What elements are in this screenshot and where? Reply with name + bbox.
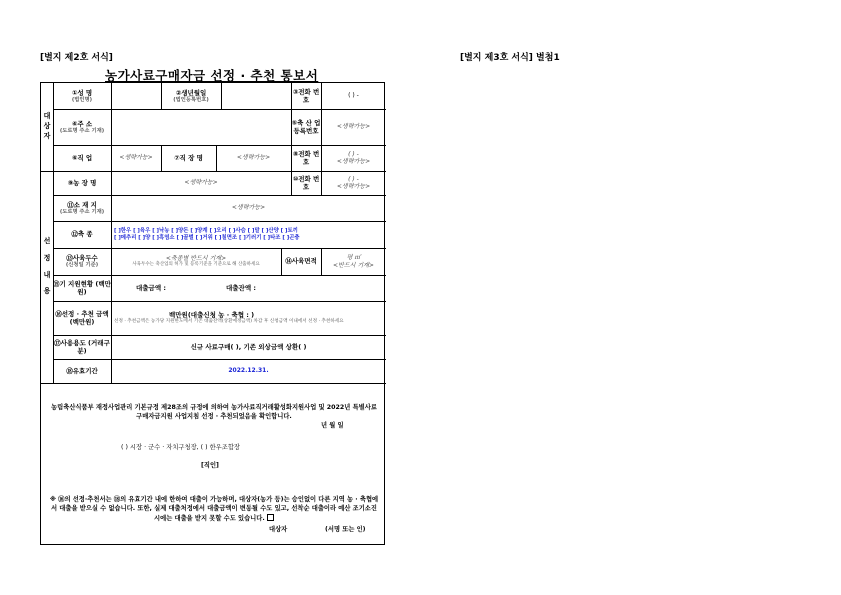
livestock-options[interactable]: [ ]한우 [ ]육우 [ ]낙농 [ ]양돈 [ ]양계 [ ]오리 [ ]사슴 [ ]말 [ ]산양 [ ]토끼 [ ]메추리 [ ]양 [ ]흑염소 [ ]꿀벌 [ ]거위 [ ]칠면조 [ ]기러기 [ ]타조 [ ]곤충 — [114, 227, 300, 241]
authority-line: ( ) 시장 · 군수 · 자치구청장, ( ) 한우조합장 — [121, 444, 241, 451]
phone2-label: ⑧전화 번호 — [292, 149, 320, 166]
purpose-value[interactable]: 신규 사료구매( ), 기존 외상금액 상환( ) — [190, 342, 307, 351]
livestock-reg-label: ⑤축 산 업 등록번호 — [291, 118, 321, 135]
selected-amount-label: ⑯선정 · 추천 금액 (백만원) — [55, 309, 109, 326]
phone3-label: ⑩전화 번호 — [292, 174, 320, 191]
selected-amount-value[interactable]: 백만원(대출신청 농 · 축협 : ) 선정 · 추천금액은 농가당 지원한도에서 기존 대출잔액(상환예정금액) 차감 후 신청금액 이내에서 선정 · 추천하세요 — [114, 311, 344, 325]
livestock-reg-value[interactable]: <생략가능> — [336, 123, 371, 131]
phone2-value[interactable]: ( ) - <생략가능> — [336, 150, 371, 165]
location-label: ⑪소 재 지 (도로명 주소 기재) — [59, 200, 105, 215]
workplace-value[interactable]: <생략가능> — [236, 154, 271, 162]
signer-label: 대상자 — [269, 526, 288, 533]
area-label: ⑭사육면적 — [285, 257, 317, 266]
job-label: ⑥직 업 — [71, 153, 93, 162]
section-applicant: 대 상 자 — [43, 112, 51, 140]
validity-label: ⑱유효기간 — [66, 366, 98, 375]
section-selection: 선 정 내 용 — [43, 237, 51, 296]
validity-value: 2022.12.31. — [228, 367, 269, 375]
notice-text: ※ ⑯의 선정·추천서는 ⑱의 유효기간 내에 한하여 대출이 가능하며, 대상자(농가 등)는 승인없이 다른 지역 농 · 축협에서 대출을 받으실 수 없습니다. 또한, 실제 대출처정에서 대출금액이 변동될 수도 있고, 선착순 대출이라 예산 조기소진시에는 대출을 받지 못할 수도 있습니다. — [49, 496, 379, 522]
farm-value[interactable]: <생략가능> — [184, 179, 218, 187]
farm-label: ⑨농 장 명 — [67, 178, 97, 187]
birth-label: ②생년월일 (법인등록번호) — [173, 88, 209, 103]
phone3-value[interactable]: ( ) - <생략가능> — [336, 175, 371, 190]
seal-mark: [직인] — [201, 462, 219, 469]
notice-form — [40, 82, 385, 545]
purpose-label: ⑰사용용도 (거래구분) — [54, 338, 110, 355]
signature-field[interactable]: (서명 또는 인) — [325, 526, 366, 533]
name-label: ①성 명 (법인명) — [71, 88, 93, 103]
workplace-label: ⑦직 장 명 — [174, 153, 203, 162]
form-number-left: [별지 제2호 서식] — [40, 53, 113, 63]
existing-loan-label: ⑮기 지원현황 (백만원) — [53, 279, 111, 296]
address-label: ④주 소 (도로명 주소 기재) — [59, 119, 105, 134]
livestock-label: ⑫축 종 — [71, 230, 93, 239]
phone1-value[interactable]: ( ) - — [348, 92, 359, 100]
heads-value[interactable]: <축종별 반드시 기재> 사육두수는 축산업의 허가 및 등록기준을 기준으로 해 산출하세요 — [132, 254, 260, 268]
checkbox-icon[interactable] — [267, 514, 274, 521]
job-value[interactable]: <생략가능> — [119, 154, 153, 162]
form-number-right: [별지 제3호 서식] 별첨1 — [460, 53, 560, 63]
heads-label: ⑬사육두수 (신청일 기준) — [65, 254, 99, 269]
confirmation-statement: 농림축산식품부 재정사업관리 기본규정 제28조의 규정에 의하여 농가사료직거래활성화지원사업 및 2022년 특별사료구매자금지원 사업지침 선정 · 추천되었음을 확인합니다. — [51, 404, 377, 421]
page-title: 농가사료구매자금 선정 · 추천 통보서 — [105, 68, 319, 83]
phone1-label: ③전화 번호 — [292, 87, 320, 104]
loan-amount[interactable]: 대출금액 : — [136, 283, 166, 292]
loan-balance[interactable]: 대출잔액 : — [226, 283, 256, 292]
location-value[interactable]: <생략가능> — [231, 204, 266, 212]
area-value[interactable]: 평 ㎡ <반드시 기재> — [333, 254, 374, 269]
date-line[interactable]: 년 월 일 — [321, 422, 344, 429]
